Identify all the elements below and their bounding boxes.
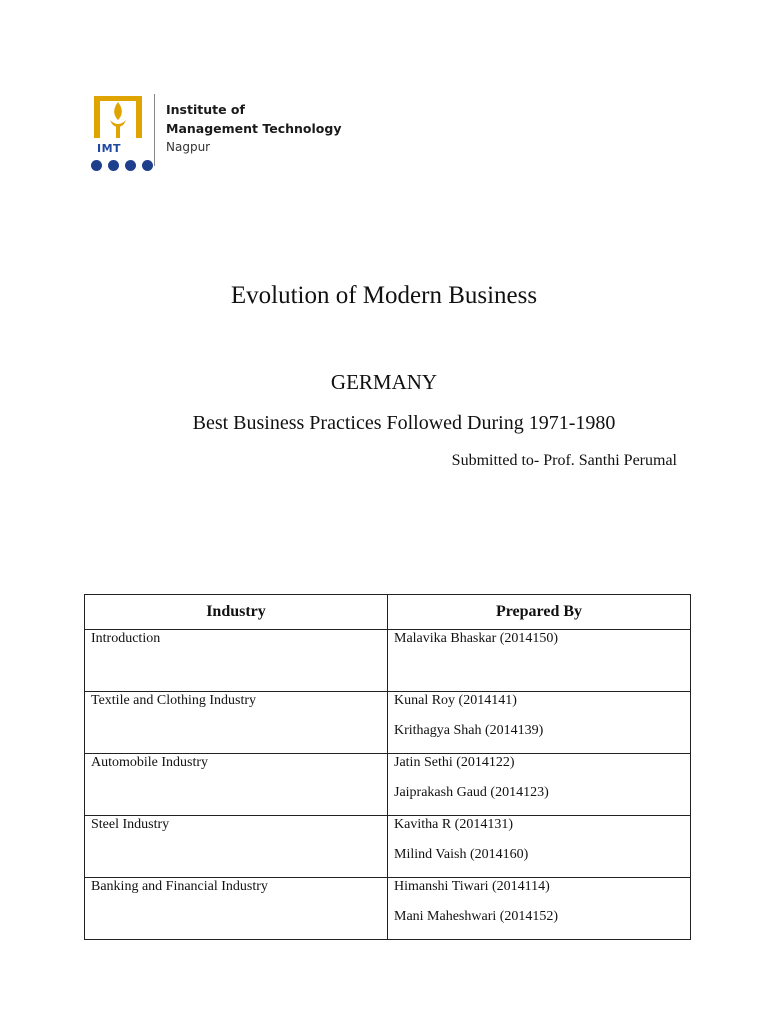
- logo-line-3: Nagpur: [166, 140, 211, 154]
- members-cell: [388, 878, 691, 940]
- members-cell: [388, 754, 691, 816]
- table-row: [85, 816, 691, 878]
- submitted-to: Submitted to- Prof. Santhi Perumal: [451, 452, 677, 469]
- logo-text: [166, 100, 341, 157]
- industry-cell: Steel Industry: [85, 816, 388, 878]
- member-name: Kunal Roy (2014141): [394, 693, 517, 708]
- document-title: Evolution of Modern Business: [230, 282, 538, 309]
- industry-cell: Introduction: [85, 630, 388, 692]
- member-name: Krithagya Shah (2014139): [394, 723, 544, 738]
- institute-logo: [88, 90, 342, 180]
- logo-dot: [108, 160, 119, 171]
- table-row: [85, 878, 691, 940]
- member-name: Kavitha R (2014131): [394, 817, 513, 832]
- member-name: Malavika Bhaskar (2014150): [394, 631, 559, 646]
- logo-dot: [91, 160, 102, 171]
- member-name: Milind Vaish (2014160): [394, 847, 529, 862]
- table-row: [85, 754, 691, 816]
- member-name: Himanshi Tiwari (2014114): [394, 879, 550, 894]
- torch-emblem-icon: [88, 90, 148, 150]
- table-header-row: [85, 595, 691, 630]
- industry-cell: Automobile Industry: [85, 754, 388, 816]
- header-industry: Industry: [85, 595, 388, 630]
- document-subtitle: Best Business Practices Followed During 1971-1980: [192, 412, 616, 434]
- member-name: Mani Maheshwari (2014152): [394, 909, 559, 924]
- table-row: [85, 630, 691, 692]
- imt-abbrev: IMT: [97, 142, 122, 155]
- members-cell: [388, 630, 691, 692]
- table-row: [85, 692, 691, 754]
- header-prepared-by: Prepared By: [388, 595, 691, 630]
- logo-dots: [91, 158, 159, 176]
- members-cell: [388, 692, 691, 754]
- members-cell: [388, 816, 691, 878]
- industry-cell: Banking and Financial Industry: [85, 878, 388, 940]
- member-name: Jaiprakash Gaud (2014123): [394, 785, 549, 800]
- industry-cell: Textile and Clothing Industry: [85, 692, 388, 754]
- logo-dot: [142, 160, 153, 171]
- member-name: Jatin Sethi (2014122): [394, 755, 515, 770]
- country-heading: GERMANY: [330, 370, 438, 394]
- team-table: [84, 594, 691, 940]
- logo-line-2: Management Technology: [166, 121, 342, 136]
- logo-dot: [125, 160, 136, 171]
- logo-divider: [154, 94, 155, 166]
- logo-line-1: Institute of: [166, 102, 245, 117]
